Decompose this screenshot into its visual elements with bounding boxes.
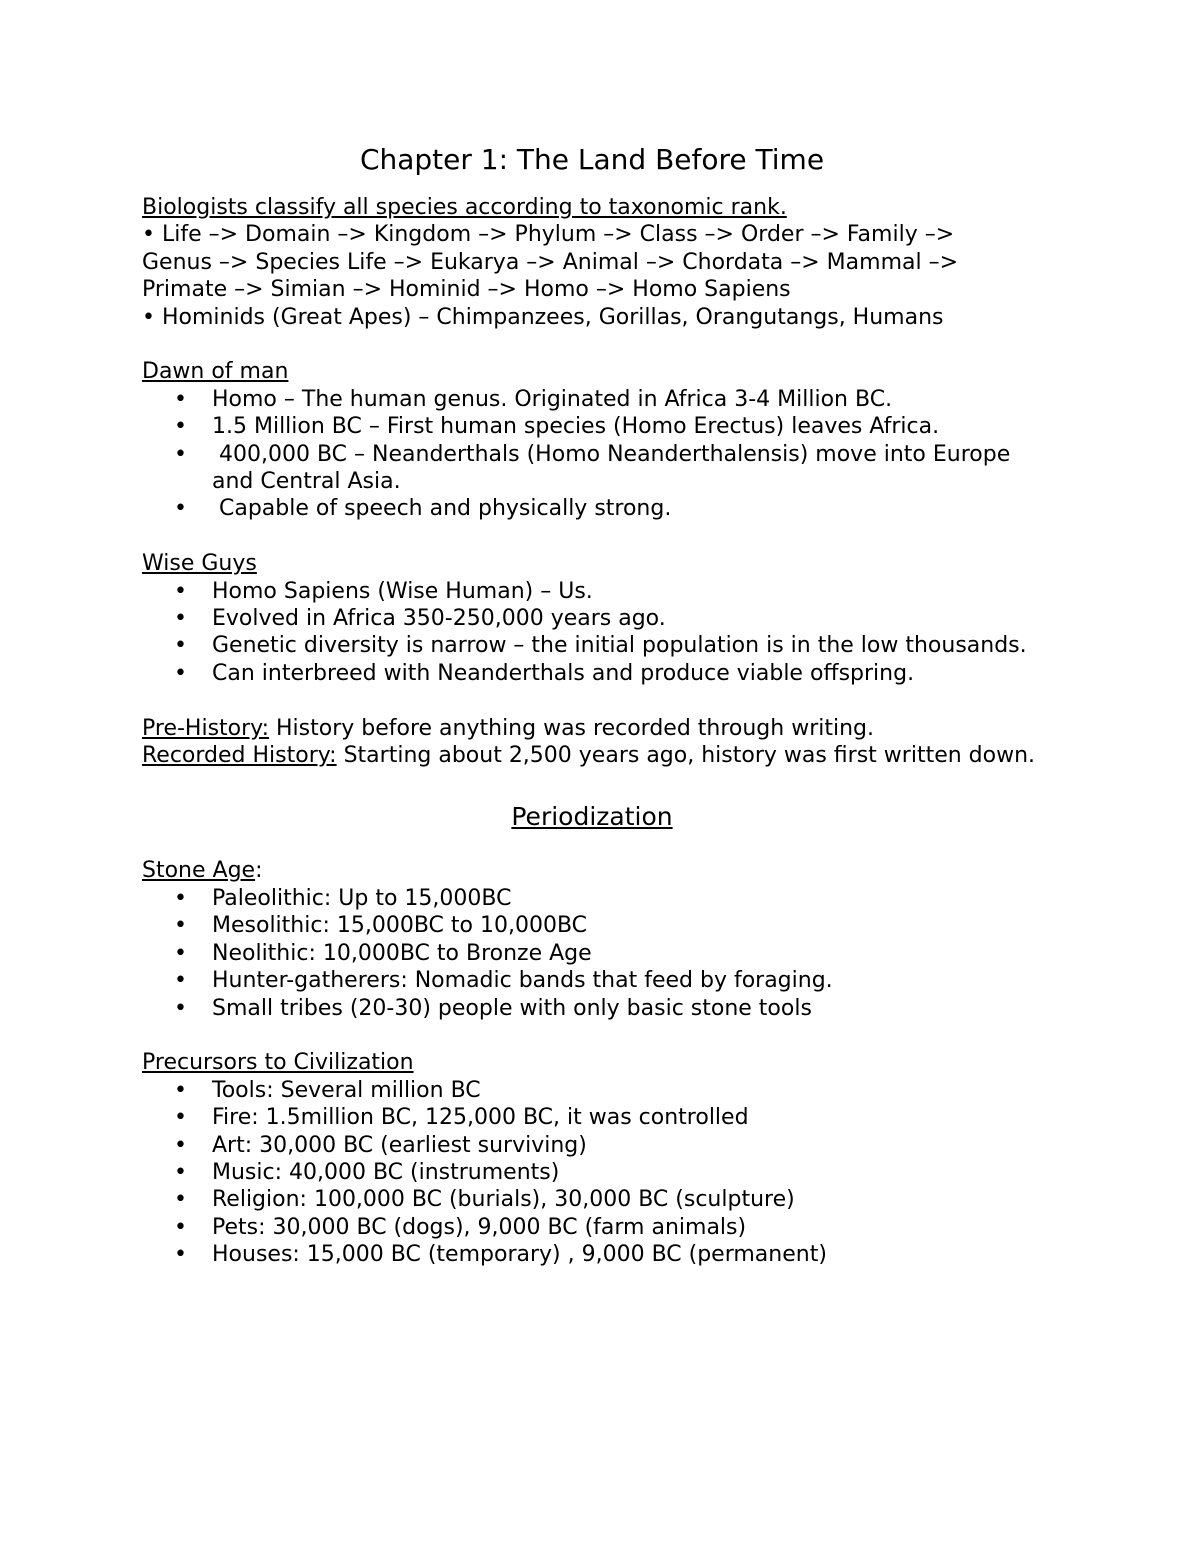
list-item: • Houses: 15,000 BC (temporary) , 9,000 BC (permanent) (142, 1241, 1042, 1268)
taxonomy-line-2: Genus –> Species Life –> Eukarya –> Animal –> Chordata –> Mammal –> (142, 249, 959, 275)
list-item: • Hunter-gatherers: Nomadic bands that feed by foraging. (142, 967, 1042, 994)
page-title: Chapter 1: The Land Before Time (359, 143, 825, 176)
list-item: • Pets: 30,000 BC (dogs), 9,000 BC (farm animals) (142, 1214, 1042, 1241)
dawn-list (142, 386, 1042, 523)
list-item: • Religion: 100,000 BC (burials), 30,000 BC (sculpture) (142, 1186, 1042, 1213)
list-item: • Music: 40,000 BC (instruments) (142, 1159, 1042, 1186)
precursors-list (142, 1077, 1042, 1269)
taxonomy-line-3: Primate –> Simian –> Hominid –> Homo –> Homo Sapiens (142, 277, 791, 303)
taxonomy-heading: Biologists classify all species according to taxonomic rank. (142, 195, 787, 220)
list-item: • 1.5 Million BC – First human species (Homo Erectus) leaves Africa. (142, 413, 1042, 440)
document-page (142, 140, 1042, 1269)
dawn-heading: Dawn of man (142, 359, 289, 385)
list-item: • Paleolithic: Up to 15,000BC (142, 885, 1042, 912)
recorded-history-definition: Recorded History: Starting about 2,500 years ago, history was first written down. (142, 743, 1036, 769)
list-item: • Capable of speech and physically strong. (142, 495, 1042, 522)
list-item: • Evolved in Africa 350-250,000 years ago. (142, 605, 1042, 632)
pre-history-definition: Pre-History: History before anything was recorded through writing. (142, 715, 874, 741)
list-item: • Mesolithic: 15,000BC to 10,000BC (142, 912, 1042, 939)
list-item: • Fire: 1.5million BC, 125,000 BC, it was controlled (142, 1104, 1042, 1131)
pre-history-label: Pre-History: (142, 715, 269, 741)
stone-age-heading: Stone Age (142, 858, 256, 884)
list-item: • Tools: Several million BC (142, 1077, 1042, 1104)
list-item-continuation: and Central Asia. (212, 469, 401, 495)
list-item: • Neolithic: 10,000BC to Bronze Age (142, 940, 1042, 967)
wise-list (142, 578, 1042, 688)
wise-heading: Wise Guys (142, 551, 257, 577)
list-item: • Genetic diversity is narrow – the initial population is in the low thousands. (142, 632, 1042, 659)
recorded-history-label: Recorded History: (142, 743, 337, 769)
stone-age-heading-line: Stone Age: (142, 858, 263, 884)
taxonomy-line-4: • Hominids (Great Apes) – Chimpanzees, Gorillas, Orangutangs, Humans (142, 304, 944, 330)
stone-age-list (142, 885, 1042, 1022)
periodization-title: Periodization (511, 802, 673, 832)
precursors-heading: Precursors to Civilization (142, 1050, 414, 1076)
list-item: • Small tribes (20-30) people with only basic stone tools (142, 995, 1042, 1022)
list-item: • Art: 30,000 BC (earliest surviving) (142, 1132, 1042, 1159)
list-item: • Can interbreed with Neanderthals and produce viable offspring. (142, 660, 1042, 687)
list-item: • Homo – The human genus. Originated in Africa 3-4 Million BC. (142, 386, 1042, 413)
taxonomy-line-1: • Life –> Domain –> Kingdom –> Phylum –> Class –> Order –> Family –> (142, 222, 955, 248)
list-item: • Homo Sapiens (Wise Human) – Us. (142, 578, 1042, 605)
list-item: • 400,000 BC – Neanderthals (Homo Neanderthalensis) move into Europe and Central Asia. (142, 441, 1042, 496)
